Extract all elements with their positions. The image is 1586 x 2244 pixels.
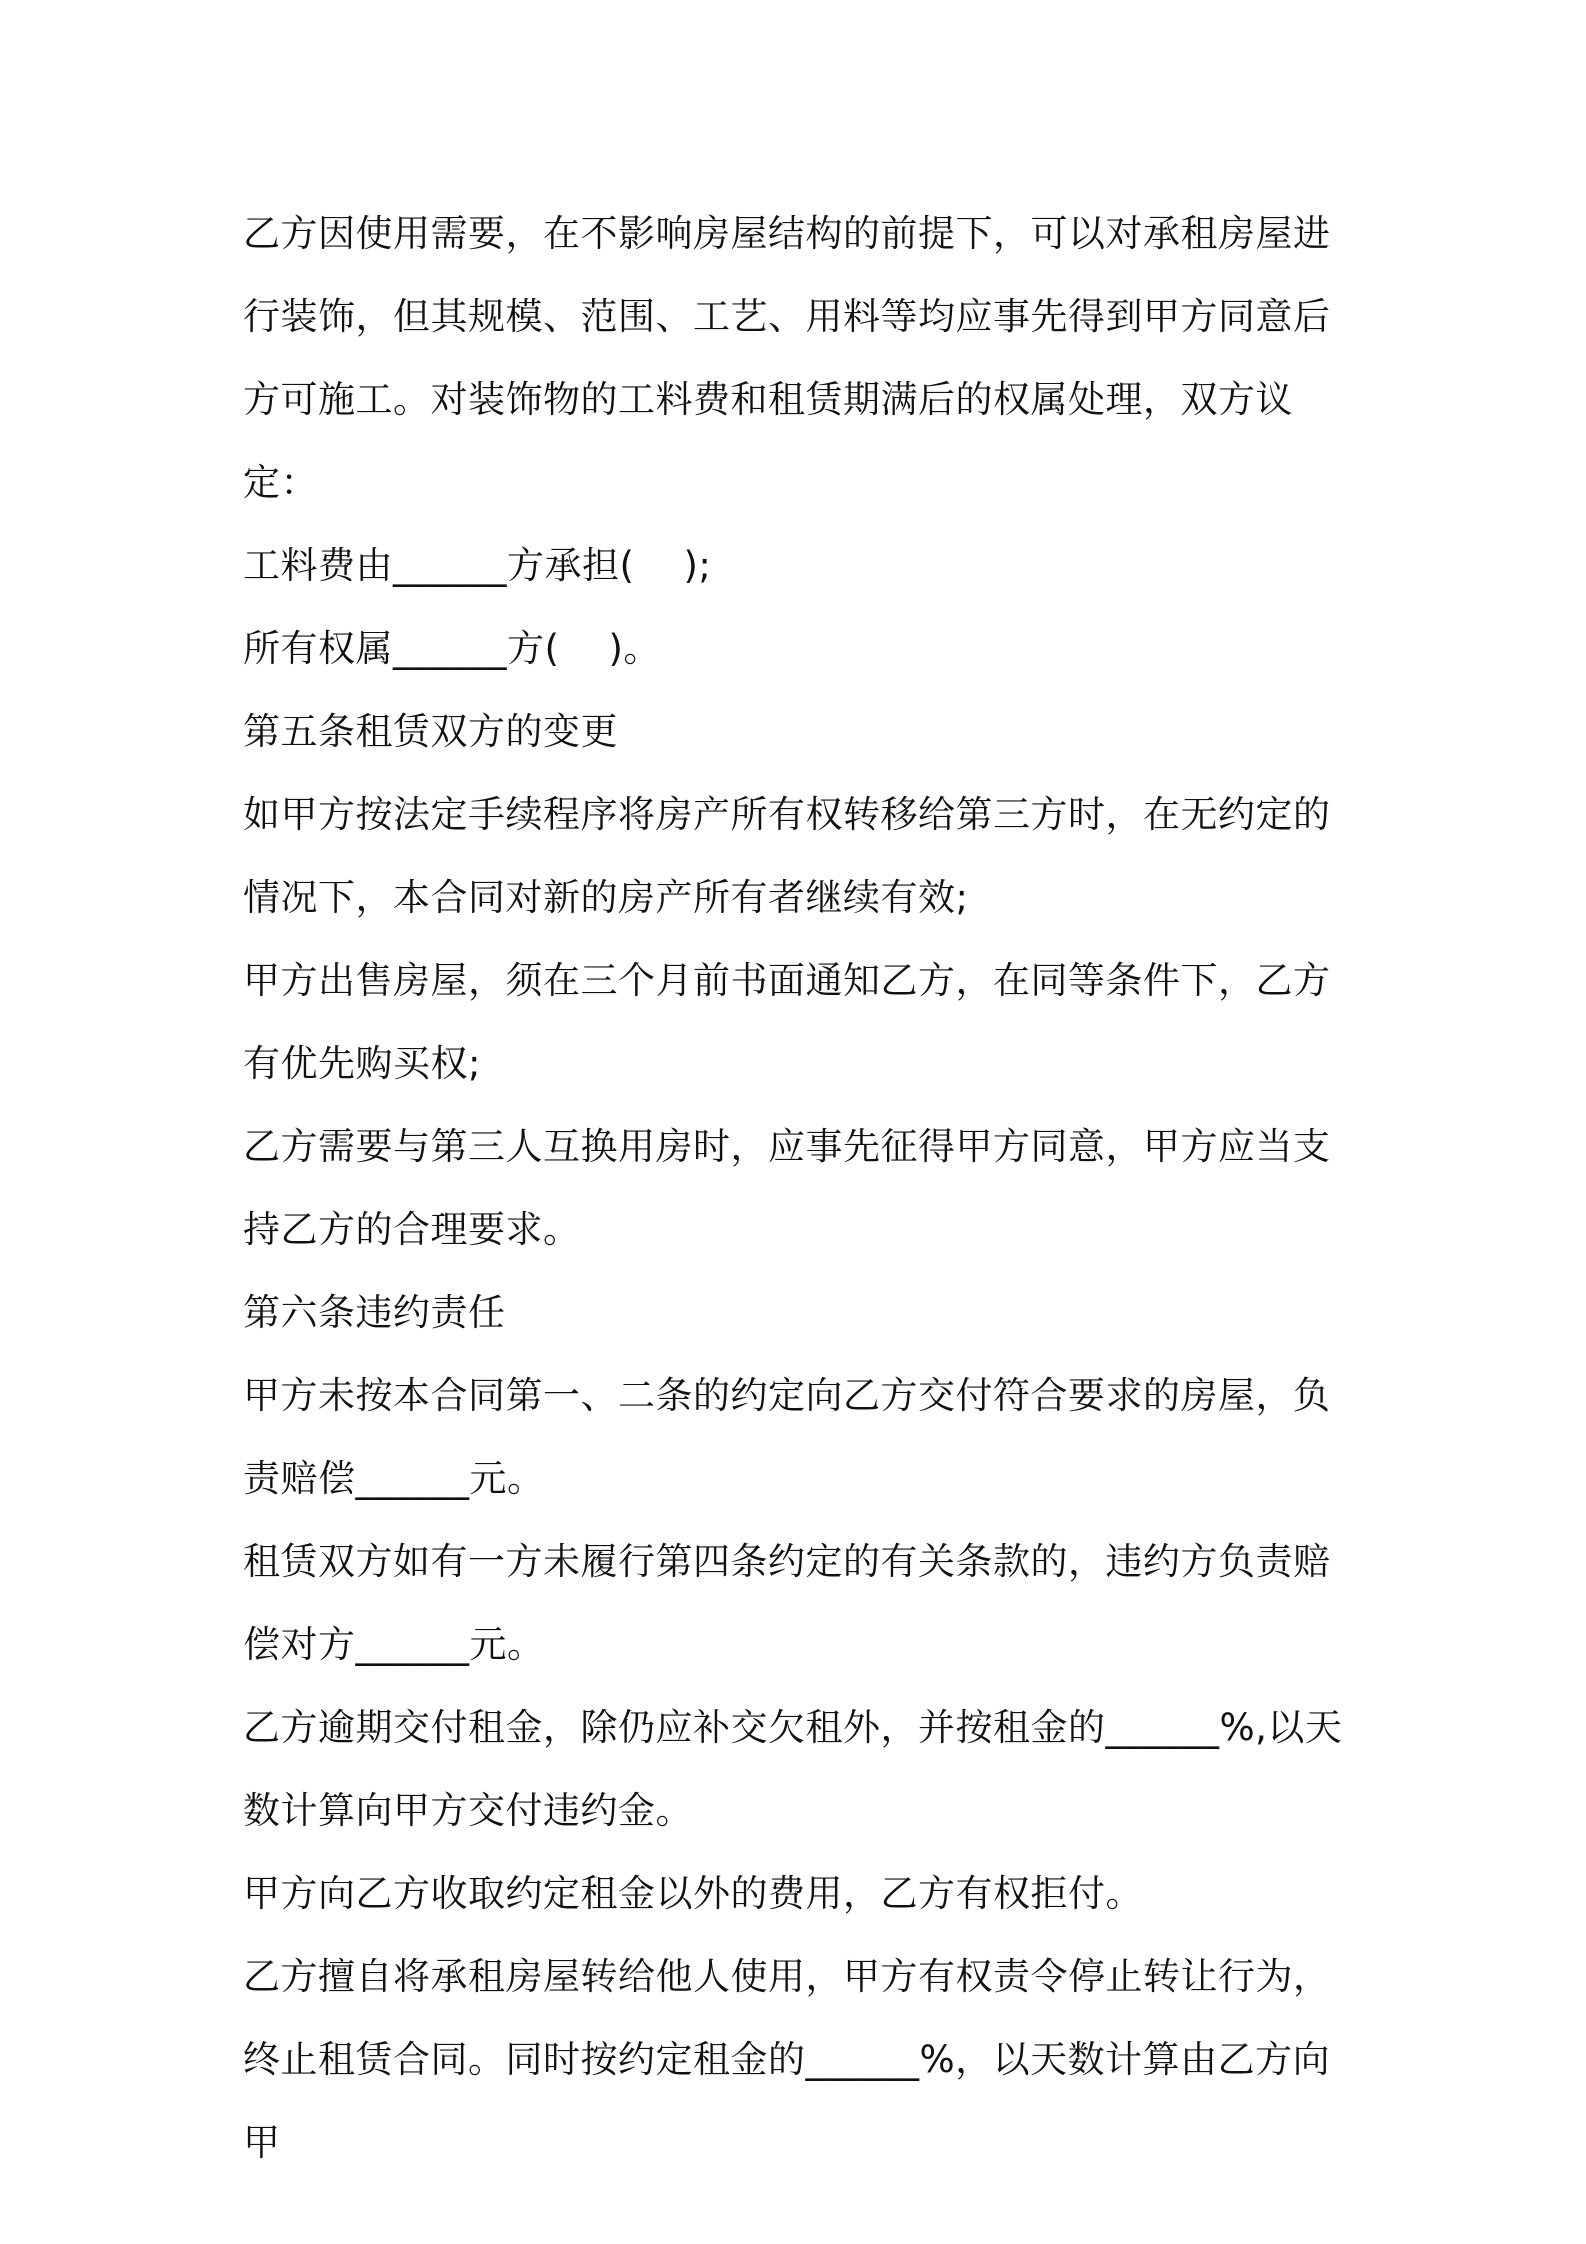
paragraph-sale-notice: 甲方出售房屋，须在三个月前书面通知乙方，在同等条件下，乙方有优先购买权; <box>243 959 1331 1085</box>
paragraph-mutual-breach: 租赁双方如有一方未履行第四条约定的有关条款的，违约方负责赔偿对方______元。 <box>243 1540 1331 1666</box>
paragraph-material-cost: 工料费由______方承担( ); <box>243 544 712 587</box>
section-heading-article-5: 第五条租赁双方的变更 <box>243 710 618 753</box>
section-heading-article-6: 第六条违约责任 <box>243 1291 506 1334</box>
paragraph-late-rent: 乙方逾期交付租金，除仍应补交欠租外，并按租金的______%,以天数计算向甲方交付违约金。 <box>243 1706 1343 1832</box>
document-body <box>243 192 1358 2184</box>
paragraph-decoration-terms: 乙方因使用需要，在不影响房屋结构的前提下，可以对承租房屋进行装饰，但其规模、范围、工艺、用料等均应事先得到甲方同意后方可施工。对装饰物的工料费和租赁期满后的权属处理，双方议定： <box>243 212 1331 504</box>
paragraph-sublease: 乙方擅自将承租房屋转给他人使用，甲方有权责令停止转让行为，终止租赁合同。同时按约定租金的______%，以天数计算由乙方向甲 <box>243 1955 1331 2164</box>
paragraph-landlord-breach: 甲方未按本合同第一、二条的约定向乙方交付符合要求的房屋，负责赔偿______元。 <box>243 1374 1331 1500</box>
paragraph-extra-fees: 甲方向乙方收取约定租金以外的费用，乙方有权拒付。 <box>243 1872 1143 1915</box>
paragraph-housing-exchange: 乙方需要与第三人互换用房时，应事先征得甲方同意，甲方应当支持乙方的合理要求。 <box>243 1125 1331 1251</box>
paragraph-ownership-transfer: 如甲方按法定手续程序将房产所有权转移给第三方时，在无约定的情况下，本合同对新的房产所有者继续有效; <box>243 793 1331 919</box>
paragraph-ownership: 所有权属______方( )。 <box>243 627 661 670</box>
